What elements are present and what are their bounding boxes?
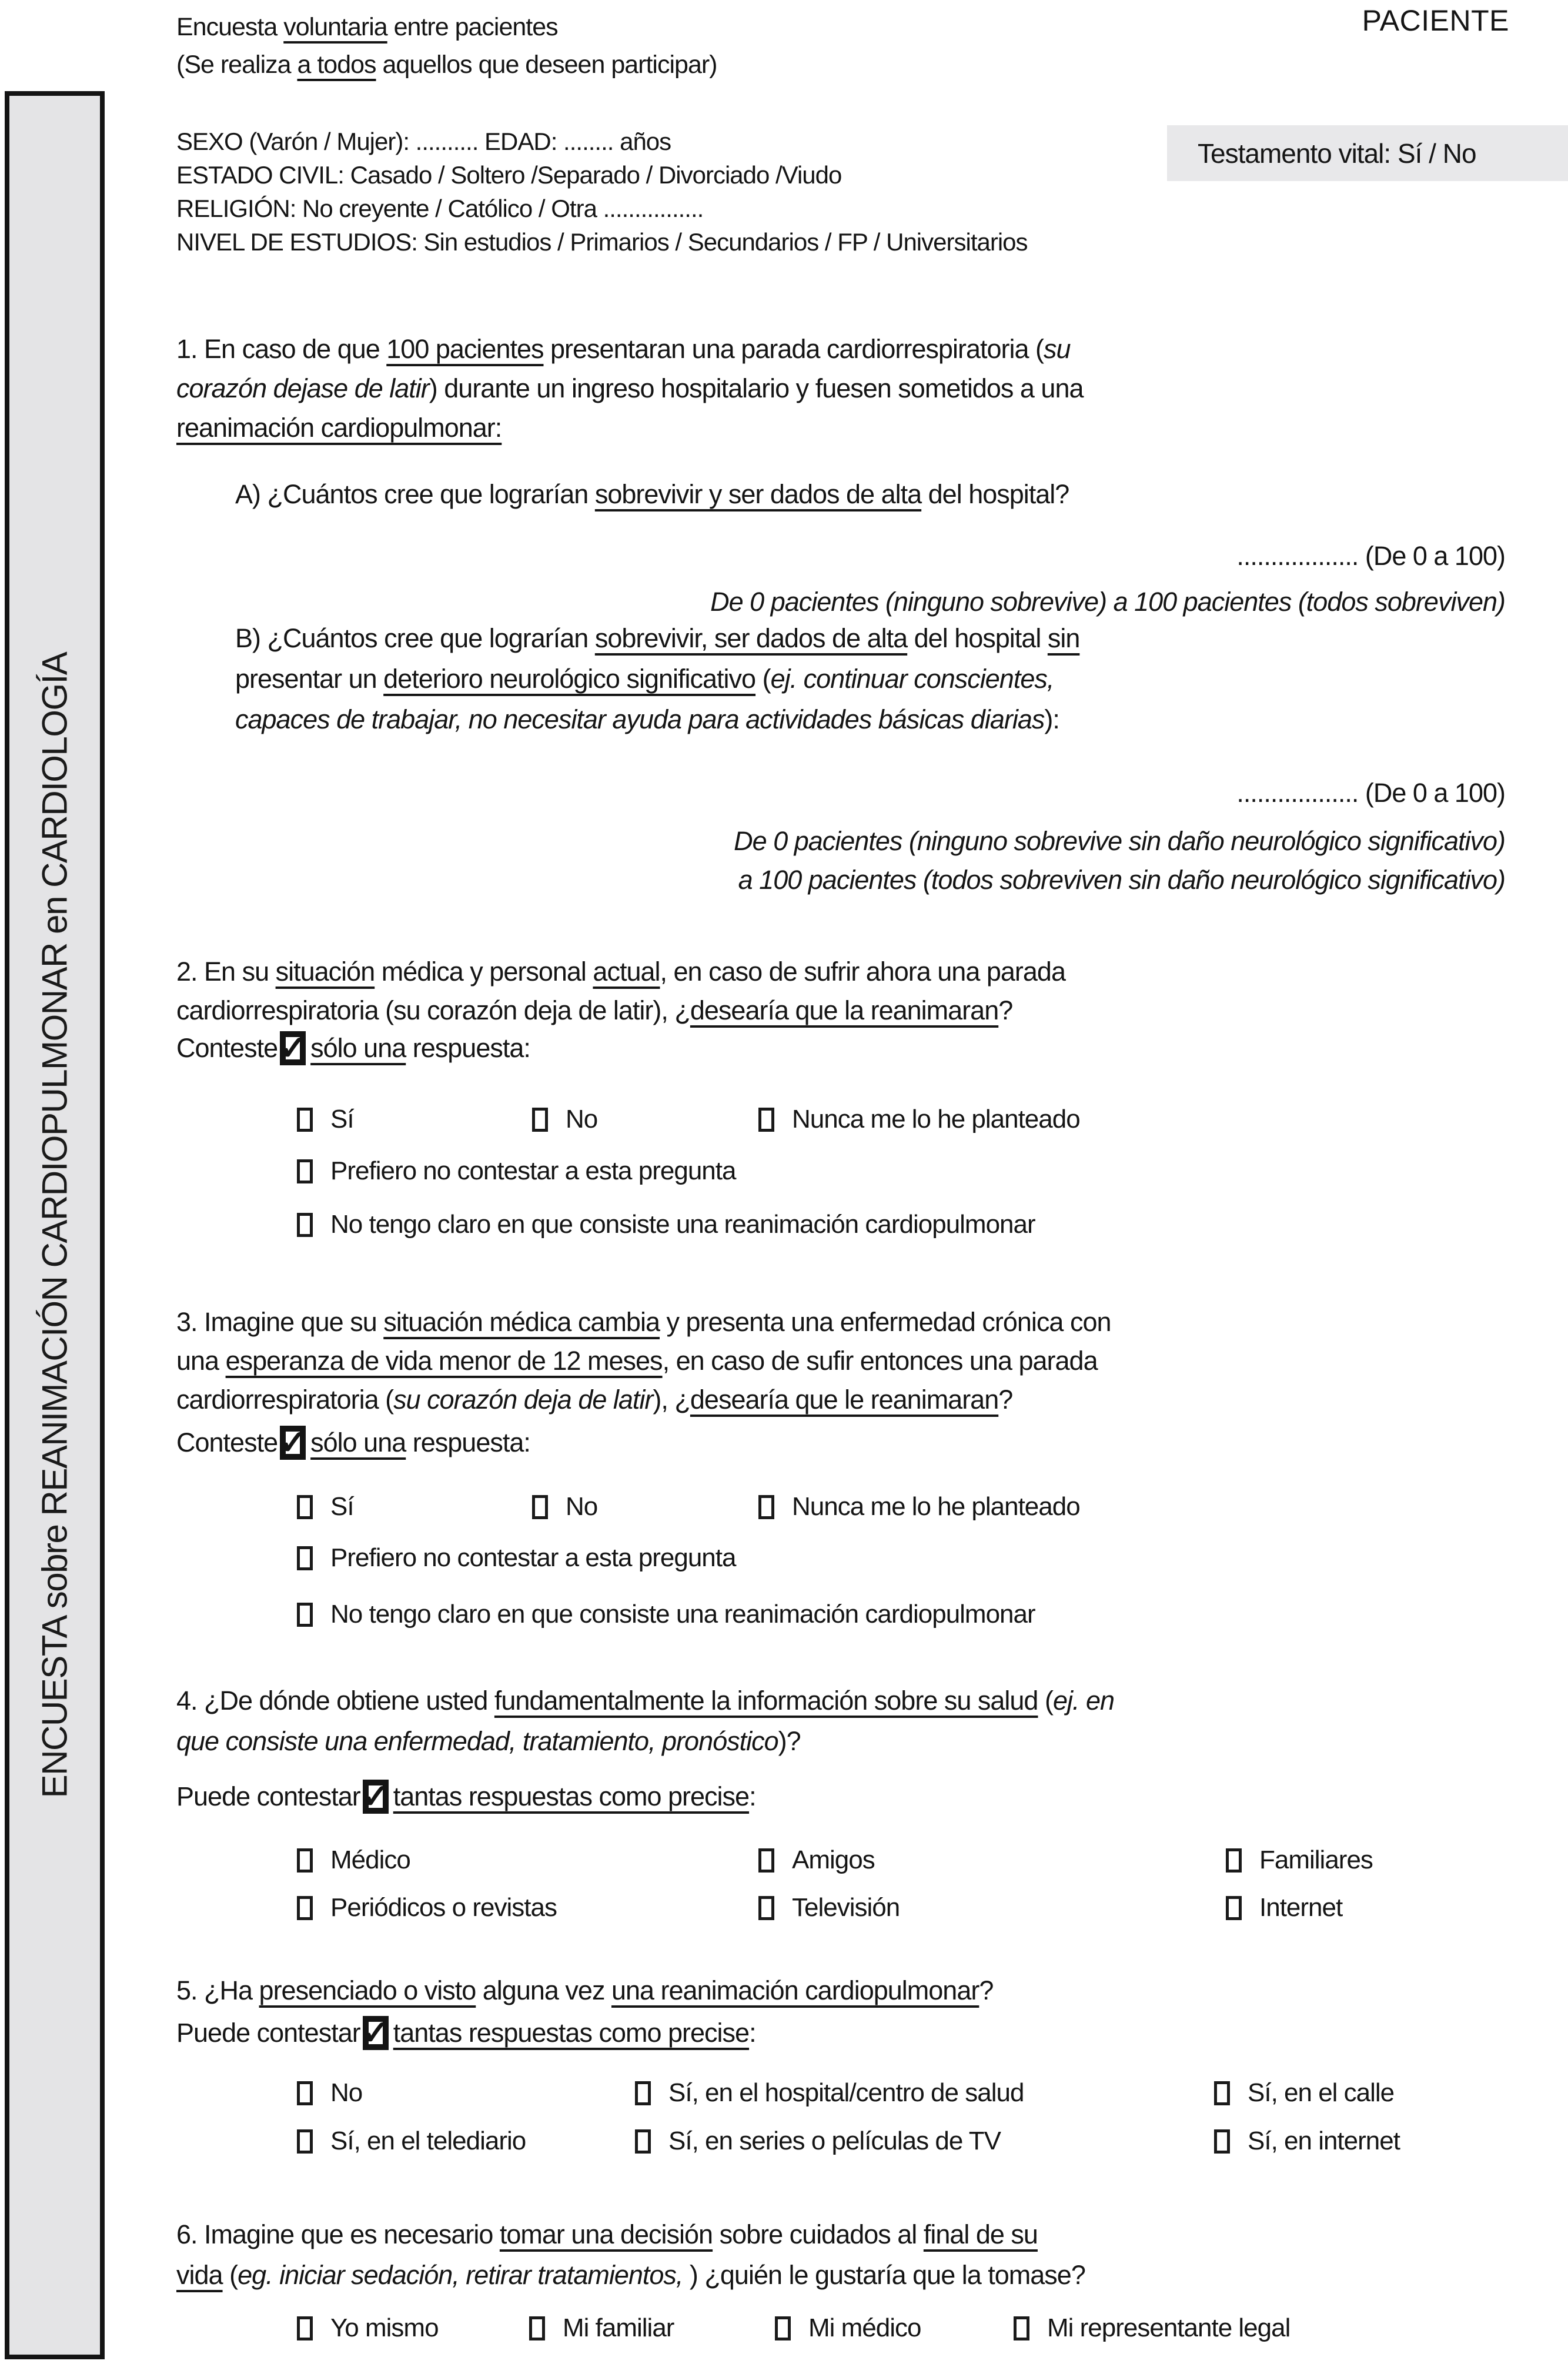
checkbox-icon[interactable] — [635, 2081, 651, 2105]
q2-option-prefiero-no-contestar[interactable]: Prefiero no contestar a esta pregunta — [297, 1155, 735, 1188]
question-3-options-row2 — [0, 1542, 1568, 1574]
q2-option-nunca[interactable]: Nunca me lo he planteado — [758, 1103, 1080, 1136]
checkbox-icon[interactable] — [297, 2316, 313, 2340]
puede-contestar-instruction: tantas respuestas como precise: — [393, 2018, 756, 2048]
checkbox-icon[interactable] — [297, 1603, 313, 1627]
puede-contestar-label: Puede contestar — [176, 2018, 360, 2048]
check-icon — [361, 1777, 390, 1815]
question-4-text — [176, 1680, 1114, 1761]
checkmark-glyph: ✓ — [279, 1029, 307, 1067]
conteste-label: Conteste — [176, 1033, 278, 1063]
question-2-text — [176, 952, 1065, 1030]
question-1b-text — [235, 618, 1079, 740]
q5-option-calle[interactable]: Sí, en el calle — [1214, 2077, 1394, 2109]
q6-option-representante-legal[interactable]: Mi representante legal — [1014, 2312, 1290, 2345]
question-1a-answer-blank[interactable]: .................. (De 0 a 100) — [1236, 541, 1505, 571]
checkbox-icon[interactable] — [758, 1108, 774, 1132]
checkbox-icon[interactable] — [1214, 2129, 1230, 2154]
question-5-puede-line — [176, 2011, 756, 2055]
question-3-options-row3 — [0, 1598, 1568, 1631]
checkbox-icon[interactable] — [635, 2129, 651, 2154]
q4-option-amigos[interactable]: Amigos — [758, 1844, 875, 1877]
question-2-options-row1 — [0, 1103, 1568, 1136]
question-2-conteste-line — [176, 1026, 530, 1071]
patient-estado-civil-line[interactable]: ESTADO CIVIL: Casado / Soltero /Separado / Divorciado /Viudo — [176, 161, 842, 189]
question-1a-text: A) ¿Cuántos cree que lograrían sobrevivir y ser dados de alta del hospital? — [235, 479, 1069, 509]
checkbox-icon[interactable] — [758, 1848, 774, 1873]
checkbox-icon[interactable] — [532, 1495, 548, 1519]
checkbox-icon[interactable] — [297, 1546, 313, 1570]
conteste-label: Conteste — [176, 1427, 278, 1457]
checkbox-icon[interactable] — [297, 1159, 313, 1183]
question-2-options-row3 — [0, 1208, 1568, 1241]
q5-option-no[interactable]: No — [297, 2077, 362, 2109]
q3-option-no[interactable]: No — [532, 1490, 597, 1523]
patient-estudios-line[interactable]: NIVEL DE ESTUDIOS: Sin estudios / Primarios / Secundarios / FP / Universitarios — [176, 228, 1028, 256]
question-3-line1: 3. Imagine que su situación médica cambia y presenta una enfermedad crónica con — [176, 1307, 1111, 1337]
question-4-options-row1 — [0, 1844, 1568, 1877]
q5-option-series-tv[interactable]: Sí, en series o películas de TV — [635, 2125, 1001, 2158]
checkbox-icon[interactable] — [1226, 1848, 1242, 1873]
header-subtitle: (Se realiza a todos aquellos que deseen participar) — [176, 51, 717, 79]
question-3-text — [176, 1303, 1111, 1419]
q5-option-hospital[interactable]: Sí, en el hospital/centro de salud — [635, 2077, 1024, 2109]
q3-option-si[interactable]: Sí — [297, 1490, 354, 1523]
question-1a-scale-note: De 0 pacientes (ninguno sobrevive) a 100 pacientes (todos sobreviven) — [710, 587, 1505, 617]
q4-option-internet[interactable]: Internet — [1226, 1891, 1342, 1924]
checkbox-icon[interactable] — [1014, 2316, 1029, 2340]
header-title: Encuesta voluntaria entre pacientes — [176, 13, 558, 41]
question-1-line2: corazón dejase de latir) durante un ingreso hospitalario y fuesen sometidos a una — [176, 373, 1084, 403]
sidebar-vertical-title: ENCUESTA sobre REANIMACIÓN CARDIOPULMONAR en CARDIOLOGÍA — [35, 652, 75, 1798]
q6-option-mi-medico[interactable]: Mi médico — [775, 2312, 921, 2345]
q5-option-internet[interactable]: Sí, en internet — [1214, 2125, 1400, 2158]
q5-option-telediario[interactable]: Sí, en el telediario — [297, 2125, 526, 2158]
checkmark-glyph: ✓ — [361, 2014, 390, 2052]
check-icon — [279, 1423, 307, 1462]
checkbox-icon[interactable] — [1214, 2081, 1230, 2105]
patient-info-block — [176, 125, 1028, 259]
question-1b-line1: B) ¿Cuántos cree que lograrían sobrevivir, ser dados de alta del hospital sin — [235, 623, 1080, 653]
question-1-text — [176, 329, 1084, 447]
q2-option-si[interactable]: Sí — [297, 1103, 354, 1136]
q3-option-nunca[interactable]: Nunca me lo he planteado — [758, 1490, 1080, 1523]
question-2-options-row2 — [0, 1155, 1568, 1188]
checkbox-icon[interactable] — [297, 2081, 313, 2105]
checkbox-icon[interactable] — [758, 1495, 774, 1519]
checkbox-icon[interactable] — [297, 1213, 313, 1237]
question-4-line1: 4. ¿De dónde obtiene usted fundamentalmente la información sobre su salud (ej. en — [176, 1686, 1115, 1716]
checkbox-icon[interactable] — [297, 2129, 313, 2154]
checkmark-glyph: ✓ — [279, 1423, 307, 1462]
question-1b-scale-note-line2: a 100 pacientes (todos sobreviven sin daño neurológico significativo) — [738, 865, 1505, 895]
question-6-line2: vida (eg. iniciar sedación, retirar tratamientos, ) ¿quién le gustaría que la tomase? — [176, 2260, 1085, 2290]
patient-sexo-edad-line[interactable]: SEXO (Varón / Mujer): .......... EDAD: ........ años — [176, 128, 671, 155]
q6-option-yo-mismo[interactable]: Yo mismo — [297, 2312, 439, 2345]
question-1-line1: 1. En caso de que 100 pacientes presentaran una parada cardiorrespiratoria (su — [176, 334, 1071, 364]
question-2-line2: cardiorrespiratoria (su corazón deja de latir), ¿desearía que la reanimaran? — [176, 995, 1013, 1025]
q4-option-television[interactable]: Televisión — [758, 1891, 900, 1924]
checkbox-icon[interactable] — [297, 1896, 313, 1920]
checkbox-icon[interactable] — [297, 1495, 313, 1519]
q3-option-no-tengo-claro[interactable]: No tengo claro en que consiste una reanimación cardiopulmonar — [297, 1598, 1035, 1631]
question-1b-answer-blank[interactable]: .................. (De 0 a 100) — [1236, 778, 1505, 808]
question-3-line2: una esperanza de vida menor de 12 meses, en caso de sufir entonces una parada — [176, 1346, 1098, 1376]
checkmark-glyph: ✓ — [361, 1777, 390, 1815]
question-6-options-row — [0, 2312, 1568, 2345]
question-1b-line3: capaces de trabajar, no necesitar ayuda para actividades básicas diarias): — [235, 704, 1059, 734]
q4-option-medico[interactable]: Médico — [297, 1844, 410, 1877]
checkbox-icon[interactable] — [775, 2316, 791, 2340]
question-4-options-row2 — [0, 1891, 1568, 1924]
checkbox-icon[interactable] — [758, 1896, 774, 1920]
q3-option-prefiero-no-contestar[interactable]: Prefiero no contestar a esta pregunta — [297, 1542, 735, 1574]
patient-religion-line[interactable]: RELIGIÓN: No creyente / Católico / Otra ................ — [176, 195, 704, 222]
checkbox-icon[interactable] — [529, 2316, 545, 2340]
question-1-line3: reanimación cardiopulmonar: — [176, 413, 502, 443]
question-3-options-row1 — [0, 1490, 1568, 1523]
question-2-line1: 2. En su situación médica y personal actual, en caso de sufrir ahora una parada — [176, 957, 1065, 987]
question-1b-scale-note-line1: De 0 pacientes (ninguno sobrevive sin daño neurológico significativo) — [734, 826, 1505, 856]
q4-option-periodicos[interactable]: Periódicos o revistas — [297, 1891, 557, 1924]
q6-option-mi-familiar[interactable]: Mi familiar — [529, 2312, 674, 2345]
question-6-text — [176, 2214, 1085, 2295]
question-5-options-row2 — [0, 2125, 1568, 2158]
checkbox-icon[interactable] — [1226, 1896, 1242, 1920]
q2-option-no[interactable]: No — [532, 1103, 597, 1136]
question-4-puede-line — [176, 1774, 756, 1819]
conteste-instruction: sólo una respuesta: — [310, 1033, 530, 1063]
question-1b-line2: presentar un deterioro neurológico significativo (ej. continuar conscientes, — [235, 664, 1054, 694]
question-4-line2: que consiste una enfermedad, tratamiento, pronóstico)? — [176, 1726, 801, 1756]
checkbox-icon[interactable] — [532, 1108, 548, 1132]
question-3-line3: cardiorrespiratoria (su corazón deja de latir), ¿desearía que le reanimaran? — [176, 1385, 1013, 1415]
puede-contestar-label: Puede contestar — [176, 1781, 360, 1811]
checkbox-icon[interactable] — [297, 1108, 313, 1132]
testamento-vital-box[interactable]: Testamento vital: Sí / No — [1167, 125, 1568, 181]
check-icon — [280, 1031, 306, 1065]
page-header — [176, 8, 717, 83]
corner-label-paciente: PACIENTE — [1362, 4, 1509, 37]
puede-contestar-instruction: tantas respuestas como precise: — [393, 1781, 756, 1811]
conteste-instruction: sólo una respuesta: — [310, 1427, 530, 1457]
q2-option-no-tengo-claro[interactable]: No tengo claro en que consiste una reanimación cardiopulmonar — [297, 1208, 1035, 1241]
question-3-conteste-line — [176, 1420, 530, 1465]
question-5-text: 5. ¿Ha presenciado o visto alguna vez una reanimación cardiopulmonar? — [176, 1975, 994, 2005]
check-icon — [363, 2016, 389, 2050]
q4-option-familiares[interactable]: Familiares — [1226, 1844, 1373, 1877]
checkbox-icon[interactable] — [297, 1848, 313, 1873]
question-5-options-row1 — [0, 2077, 1568, 2109]
question-6-line1: 6. Imagine que es necesario tomar una decisión sobre cuidados al final de su — [176, 2219, 1038, 2249]
